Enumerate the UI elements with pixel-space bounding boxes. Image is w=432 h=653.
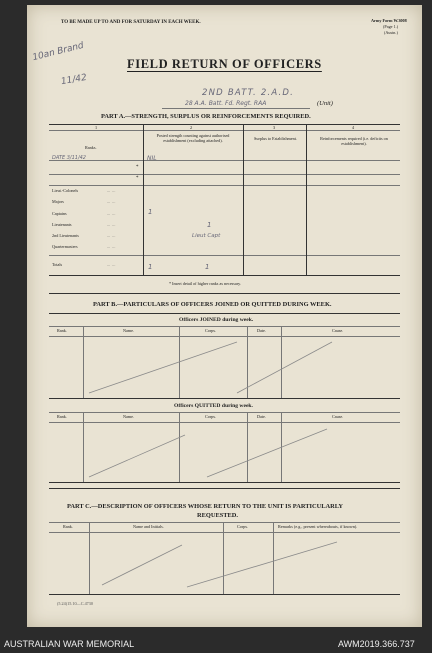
- footer-left: AUSTRALIAN WAR MEMORIAL: [4, 639, 135, 649]
- form-number: Army Form W.3008: [371, 18, 407, 23]
- star-row-2: *: [136, 176, 139, 181]
- unit-handwriting-1: 2ND BATT. 2.A.D.: [202, 88, 295, 98]
- strength-handwriting: NIL: [147, 155, 157, 162]
- part-b-title: PART B.—PARTICULARS OF OFFICERS JOINED OR QUITTED DURING WEEK.: [93, 301, 332, 308]
- quitted-col-rank: Rank.: [57, 414, 67, 419]
- joined-col-cause: Cause.: [332, 328, 344, 333]
- quitted-strike-line-1: [89, 435, 185, 477]
- part-c-title-line1: PART C.—DESCRIPTION OF OFFICERS WHOSE RETURN TO THE UNIT IS PARTICULARLY: [67, 503, 344, 510]
- joined-col-date: Date.: [257, 328, 266, 333]
- print-code: (5.24)15.10—C.4730: [57, 601, 93, 606]
- rank-captains: Captains: [52, 211, 67, 216]
- archive-footer: [0, 635, 432, 653]
- rank-2nd-lieutenants: 2nd Lieutenants: [52, 233, 79, 238]
- quitted-col-name: Name.: [123, 414, 135, 419]
- joined-col-corps: Corps.: [205, 328, 217, 333]
- part-c-col-remarks: Remarks (e.g., present whereabouts, if known).: [278, 524, 358, 529]
- part-c-col-corps: Corps.: [237, 524, 249, 529]
- quitted-col-cause: Cause.: [332, 414, 344, 419]
- part-c-col-name: Name and Initials.: [133, 524, 164, 529]
- part-a-footnote: * Insert detail of higher ranks as necessary.: [169, 281, 242, 286]
- ranks-handwriting: DATE 3/11/42: [52, 155, 86, 161]
- rank-quartermasters: Quartermasters: [52, 244, 78, 249]
- col-number-3: 3: [273, 125, 276, 130]
- rank-lieut-colonels: Lieut.-Colonels: [52, 188, 79, 193]
- top-instruction: TO BE MADE UP TO AND FOR SATURDAY IN EACH WEEK.: [61, 20, 201, 25]
- part-a-title: PART A.—STRENGTH, SURPLUS OR REINFORCEMENTS REQUIRED.: [101, 113, 311, 120]
- part-c-strike-line-1: [102, 545, 182, 585]
- form-sheet: TO BE MADE UP TO AND FOR SATURDAY IN EACH WEEK. Army Form W.3008 (Page 1.) (Austn.) FIELD RETURN OF OFFICERS 10an Brand 11/42 2ND BATT. 2.A.D. 28 A.A. Batt. Fd. Regt. RAA (Unit) PART A.—STRENGTH, SURPLUS OR REINFORCEMENTS REQUIRED. 1 2 3 4 Ranks. Posted strength counting against authorised establishment (excluding attached). Surplus to Establishment. Reinforcements required (i.e. deficits on establishment). DATE 3/11/42 NIL * * Lieut.-Colonels Majors Captains Lieutenants 2nd Lieutenants Quartermasters Totals ... ... ... ... ... ... ... ... ... ... ... ... ... ... 1 1 Lieut Capt 1 1 * Insert detail of higher ranks as necessary. PART B.—PARTICULARS OF OFFICERS JOINED OR QUITTED DURING WEEK. Officers JOINED during week. Rank. Name. Corps. Date. Cause. Officers QUITTED during week. Rank. Name. Corps. Date. Cause. PART C.—DESCRIPTION OF OFFICERS WHOSE RETURN TO THE UNIT IS PARTICULARLY REQUESTED. Rank. Name and Initials. Corps. Remarks (e.g., present whereabouts, if known). (5.24)15.10—C.4730: [27, 5, 422, 627]
- strike-lines: [27, 5, 422, 627]
- reinforcements-header: Reinforcements required (i.e. deficits on establishment).: [320, 136, 388, 146]
- total-count-1: 1: [148, 263, 153, 271]
- rank-majors: Majors: [52, 199, 64, 204]
- unit-label: (Unit): [317, 100, 333, 107]
- corner-date: 11/42: [60, 72, 88, 88]
- surplus-header: Surplus to Establishment.: [254, 136, 297, 141]
- col-number-4: 4: [352, 125, 355, 130]
- lieutenants-mark: 1: [207, 221, 212, 229]
- totals-label: Totals: [52, 262, 63, 267]
- quitted-strike-line-2: [207, 429, 327, 477]
- joined-col-rank: Rank.: [57, 328, 67, 333]
- quitted-col-corps: Corps.: [205, 414, 217, 419]
- star-row-1: *: [136, 165, 139, 170]
- joined-title: Officers JOINED during week.: [179, 317, 254, 323]
- joined-strike-line-1: [89, 342, 237, 393]
- col-number-2: 2: [190, 125, 193, 130]
- form-page: (Page 1.): [383, 24, 399, 29]
- quitted-title: Officers QUITTED during week.: [174, 403, 253, 409]
- form-version: (Austn.): [384, 30, 398, 35]
- footer-right: AWM2019.366.737: [338, 639, 415, 649]
- posted-strength-header: Posted strength counting against authorised establishment (excluding attached).: [156, 133, 230, 143]
- joined-col-name: Name.: [123, 328, 135, 333]
- part-c-strike-line-2: [187, 542, 337, 587]
- part-c-col-rank: Rank.: [63, 524, 73, 529]
- form-title: FIELD RETURN OF OFFICERS: [127, 57, 322, 71]
- lieut-capt-note: Lieut Capt: [192, 233, 221, 239]
- unit-handwriting-2: 28 A.A. Batt. Fd. Regt. RAA: [185, 100, 267, 107]
- rank-lieutenants: Lieutenants: [52, 222, 72, 227]
- joined-strike-line-2: [237, 342, 332, 393]
- col-number-1: 1: [95, 125, 98, 130]
- ranks-header: Ranks.: [85, 145, 97, 150]
- quitted-col-date: Date.: [257, 414, 266, 419]
- total-count-2: 1: [205, 263, 210, 271]
- corner-note: 10an Brand: [31, 40, 85, 64]
- part-c-title-line2: REQUESTED.: [197, 512, 239, 519]
- captains-count: 1: [148, 208, 153, 216]
